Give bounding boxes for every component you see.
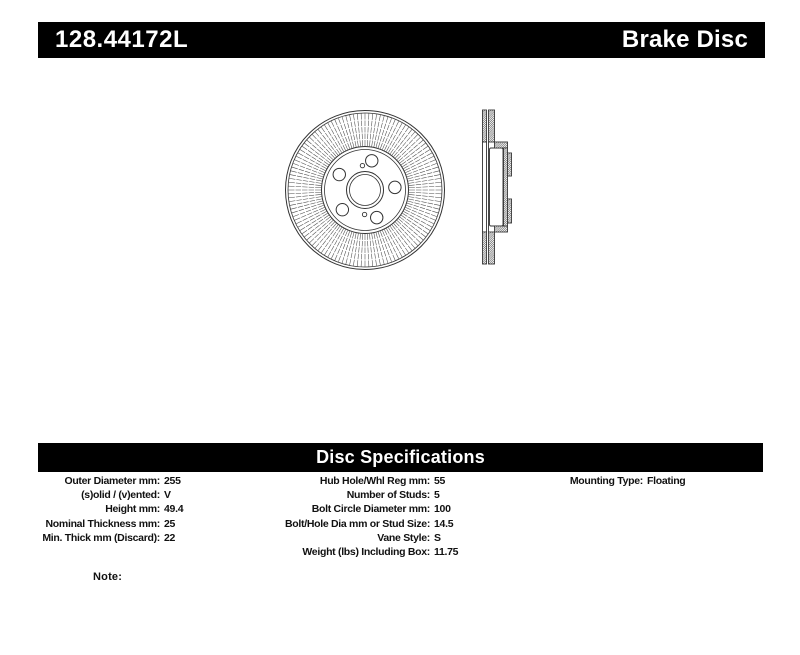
spec-value: 49.4 <box>164 503 184 516</box>
spec-label: Hub Hole/Whl Reg mm: <box>319 475 430 487</box>
part-number: 128.44172L <box>55 26 189 53</box>
spec-value: 22 <box>164 531 176 544</box>
front-view <box>286 111 445 270</box>
spec-value: 255 <box>164 475 181 487</box>
spec-label: Nominal Thickness mm: <box>45 517 160 530</box>
cross-section-view <box>483 110 512 264</box>
spec-vane-style <box>285 531 458 545</box>
spec-hub-hole <box>285 474 458 488</box>
spec-label: Mounting Type: <box>569 475 643 487</box>
spec-bolt-hole-dia <box>285 517 458 531</box>
spec-value: V <box>164 489 171 502</box>
spec-section-title: Disc Specifications <box>316 447 485 467</box>
spec-height <box>30 502 183 516</box>
spec-label: (s)olid / (v)ented: <box>81 489 160 502</box>
spec-value: S <box>434 531 441 544</box>
header-bar <box>38 22 765 58</box>
note-label: Note: <box>93 571 123 583</box>
product-type-title: Brake Disc <box>621 26 748 53</box>
spec-value: 25 <box>164 517 176 530</box>
brake-disc-technical-drawing <box>270 95 520 280</box>
spec-label: Vane Style: <box>377 531 430 544</box>
center-bore-outer <box>347 172 384 209</box>
spec-bolt-circle-diameter <box>285 502 458 516</box>
spec-weight <box>285 545 458 559</box>
spec-outer-diameter <box>30 474 183 488</box>
spec-solid-vented <box>30 488 183 502</box>
spec-value: 14.5 <box>434 517 454 530</box>
hat-bore <box>490 148 504 226</box>
spec-value: 55 <box>434 475 446 487</box>
spec-section-header <box>38 443 763 472</box>
spec-label: Height mm: <box>105 503 160 516</box>
spec-column-middle <box>285 474 458 559</box>
spec-column-left <box>30 474 183 545</box>
outer-plate-middle <box>483 142 487 232</box>
spec-label: Min. Thick mm (Discard): <box>42 531 160 544</box>
spec-label: Weight (lbs) Including Box: <box>302 546 430 559</box>
spec-min-thickness <box>30 531 183 545</box>
spec-value: 11.75 <box>434 546 459 559</box>
spec-value: 100 <box>434 503 451 516</box>
spec-nominal-thickness <box>30 517 183 531</box>
spec-column-right <box>560 474 685 488</box>
spec-label: Number of Studs: <box>346 489 430 502</box>
spec-value: 5 <box>434 489 440 502</box>
spec-label: Outer Diameter mm: <box>64 475 160 487</box>
spec-label: Bolt Circle Diameter mm: <box>311 503 430 516</box>
spec-label: Bolt/Hole Dia mm or Stud Size: <box>285 517 431 530</box>
spec-mounting-type <box>560 474 685 488</box>
spec-number-of-studs <box>285 488 458 502</box>
spec-value: Floating <box>647 475 686 487</box>
